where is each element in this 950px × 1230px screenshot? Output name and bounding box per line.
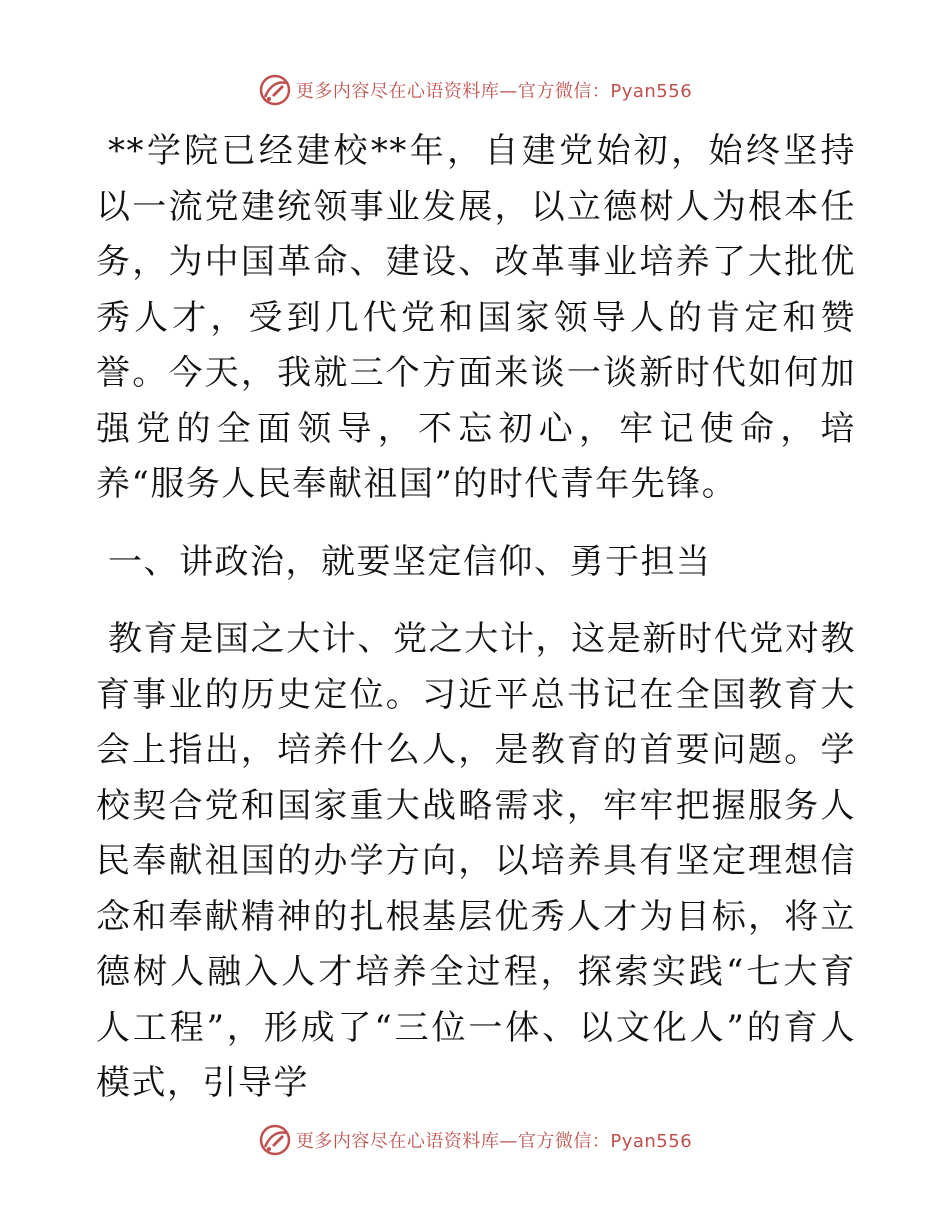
watermark-text: 更多内容尽在心语资料库—官方微信：Pyan556 <box>295 81 693 102</box>
body-paragraph: 教育是国之大计、党之大计，这是新时代党对教育事业的历史定位。习近平总书记在全国教育大会上指出，培养什么人，是教育的首要问题。学校契合党和国家重大战略需求，牢牢把握服务人民奉献祖国的办学方向，以培养具有坚定理想信念和奉献精神的扎根基层优秀人才为目标，将立德树人融入人才培养全过程，探索实践“七大育人工程”，形成了“三位一体、以文化人”的育人模式，引导学 <box>96 619 856 1103</box>
section-heading: 一、讲政治，就要坚定信仰、勇于担当 <box>108 541 712 582</box>
watermark-header <box>0 70 950 110</box>
body-paragraph: **学院已经建校**年，自建党始初，始终坚持以一流党建统领事业发展，以立德树人为根本任务，为中国革命、建设、改革事业培养了大批优秀人才，受到几代党和国家领导人的肯定和赞誉。今天，我就三个方面来谈一谈新时代如何加强党的全面领导，不忘初心，牢记使命，培养“服务人民奉献祖国”的时代青年先锋。 <box>96 131 856 504</box>
watermark-text: 更多内容尽在心语资料库—官方微信：Pyan556 <box>295 1131 693 1152</box>
pen-logo-icon <box>258 73 292 107</box>
watermark-footer <box>0 1120 950 1160</box>
pen-logo-icon <box>258 1123 292 1157</box>
document-body <box>96 124 856 1112</box>
